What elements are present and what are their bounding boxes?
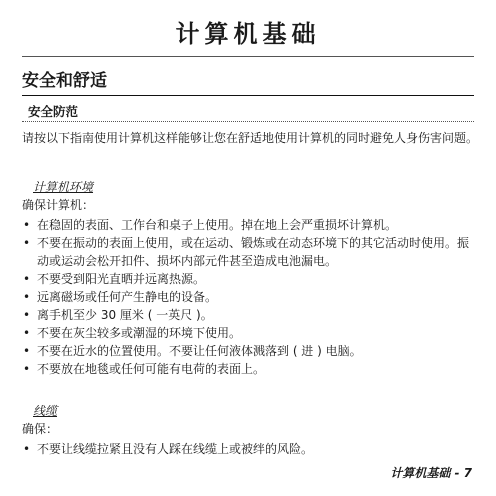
bullet-icon: • xyxy=(23,272,31,286)
list-item xyxy=(22,440,480,458)
list-item-text: 在稳固的表面、工作台和桌子上使用。掉在地上会严重损坏计算机。 xyxy=(37,218,398,232)
cables-lead: 确保： xyxy=(22,422,59,436)
bullet-icon: • xyxy=(23,344,31,358)
section-heading: 安全和舒适 xyxy=(22,71,107,91)
list-item xyxy=(22,306,480,324)
list-item xyxy=(22,270,480,288)
list-item-text: 远离磁场或任何产生静电的设备。 xyxy=(37,290,218,304)
subsection-heading: 安全防范 xyxy=(28,104,79,119)
bullet-icon: • xyxy=(23,308,31,322)
intro-paragraph: 请按以下指南使用计算机这样能够让您在舒适地使用计算机的同时避免人身伤害问题。 xyxy=(22,131,479,145)
page-title: 计算机基础 xyxy=(175,20,321,48)
cables-list xyxy=(22,440,480,458)
bullet-icon: • xyxy=(23,362,31,376)
list-item-text: 不要放在地毯或任何可能有电荷的表面上。 xyxy=(37,362,266,376)
bullet-icon: • xyxy=(23,442,31,456)
bullet-icon: • xyxy=(23,290,31,304)
environment-heading: 计算机环境 xyxy=(33,180,94,194)
list-item-text: 不要让线缆拉紧且没有人踩在线缆上或被绊的风险。 xyxy=(37,442,314,456)
list-item xyxy=(22,360,480,378)
environment-lead: 确保计算机： xyxy=(22,198,95,212)
list-item xyxy=(22,342,480,360)
list-item-text: 不要在近水的位置使用。不要让任何液体溅落到 ( 进 ) 电脑。 xyxy=(37,344,362,358)
bullet-icon: • xyxy=(23,326,31,340)
list-item xyxy=(22,288,480,306)
list-item-text: 不要在灰尘较多或潮湿的环境下使用。 xyxy=(37,326,242,340)
list-item-text: 不要在振动的表面上使用，或在运动、锻炼或在动态环境下的其它活动时使用。振动或运动会松开扣件、损坏内部元件甚至造成电池漏电。 xyxy=(37,236,470,268)
list-item-text: 离手机至少 30 厘米 ( 一英尺 )。 xyxy=(37,308,213,322)
subsection-rule xyxy=(22,121,474,122)
list-item xyxy=(22,216,480,234)
section-rule xyxy=(22,95,474,96)
cables-heading: 线缆 xyxy=(33,404,58,418)
list-item xyxy=(22,234,480,270)
page-footer: 计算机基础 - 7 xyxy=(390,466,472,480)
environment-list xyxy=(22,216,480,378)
list-item xyxy=(22,324,480,342)
bullet-icon: • xyxy=(23,218,31,232)
bullet-icon: • xyxy=(23,236,31,250)
title-rule xyxy=(22,56,474,57)
list-item-text: 不要受到阳光直晒并远离热源。 xyxy=(37,272,206,286)
